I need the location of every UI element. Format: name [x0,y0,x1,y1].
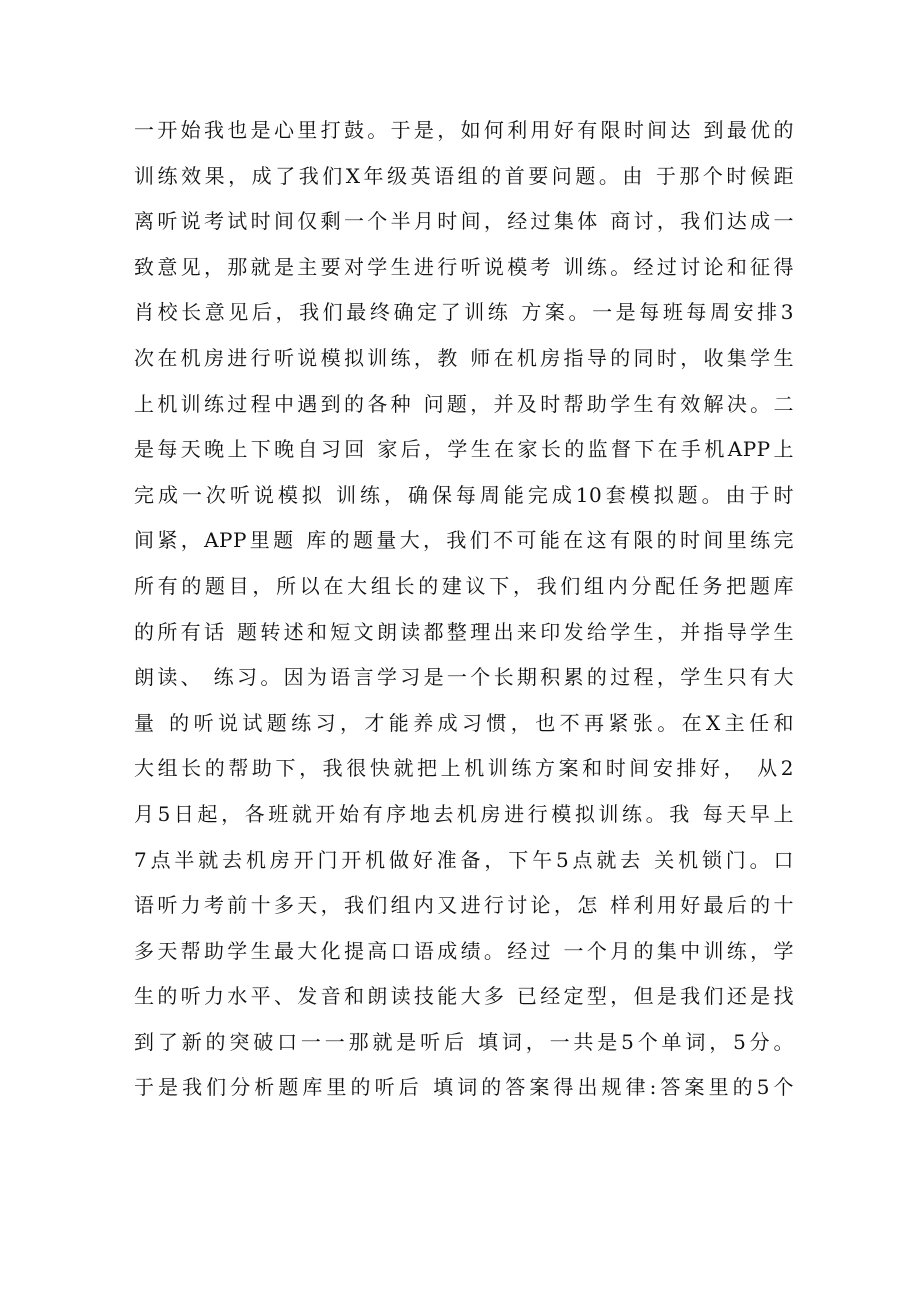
text-line: 量 的听说试题练习，才能养成习惯，也不再紧张。在X主任和 [134,710,794,735]
text-line: 所有的题目，所以在大组长的建议下，我们组内分配任务把题库 [134,573,794,598]
text-line: 是每天晚上下晚自习回 家后，学生在家长的监督下在手机APP上 [134,437,794,462]
text-line: 朗读、 练习。因为语言学习是一个长期积累的过程，学生只有大 [134,665,794,690]
text-line: 训练效果，成了我们X年级英语组的首要问题。由 于那个时候距 [134,163,794,188]
text-line: 间紧，APP里题 库的题量大，我们不可能在这有限的时间里练完 [134,528,794,553]
text-line: 于是我们分析题库里的听后 填词的答案得出规律:答案里的5个 [134,1075,794,1100]
text-line: 一开始我也是心里打鼓。于是，如何利用好有限时间达 到最优的 [134,118,794,142]
body-text [134,108,794,1111]
text-line: 致意见，那就是主要对学生进行听说模考 训练。经过讨论和征得 [134,254,794,279]
text-line: 大组长的帮助下，我很快就把上机训练方案和时间安排好， 从2 [134,756,794,781]
text-line: 语听力考前十多天，我们组内又进行讨论，怎 样利用好最后的十 [134,893,794,918]
text-line: 完成一次听说模拟 训练，确保每周能完成10套模拟题。由于时 [134,482,794,507]
text-line: 上机训练过程中遇到的各种 问题，并及时帮助学生有效解决。二 [134,391,794,416]
text-line: 次在机房进行听说模拟训练，教 师在机房指导的同时，收集学生 [134,345,794,370]
text-line: 肖校长意见后，我们最终确定了训练 方案。一是每班每周安排3 [134,300,794,325]
text-line: 多天帮助学生最大化提高口语成绩。经过 一个月的集中训练，学 [134,938,794,963]
text-line: 生的听力水平、发音和朗读技能大多 已经定型，但是我们还是找 [134,984,794,1009]
text-line: 的所有话 题转述和短文朗读都整理出来印发给学生，并指导学生 [134,619,794,644]
text-line: 离听说考试时间仅剩一个半月时间，经过集体 商讨，我们达成一 [134,209,794,234]
text-line: 到了新的突破口一一那就是听后 填词，一共是5个单词，5分。 [134,1029,794,1054]
text-line: 月5日起，各班就开始有序地去机房进行模拟训练。我 每天早上 [134,801,794,826]
text-line: 7点半就去机房开门开机做好准备，下午5点就去 关机锁门。口 [134,847,794,872]
